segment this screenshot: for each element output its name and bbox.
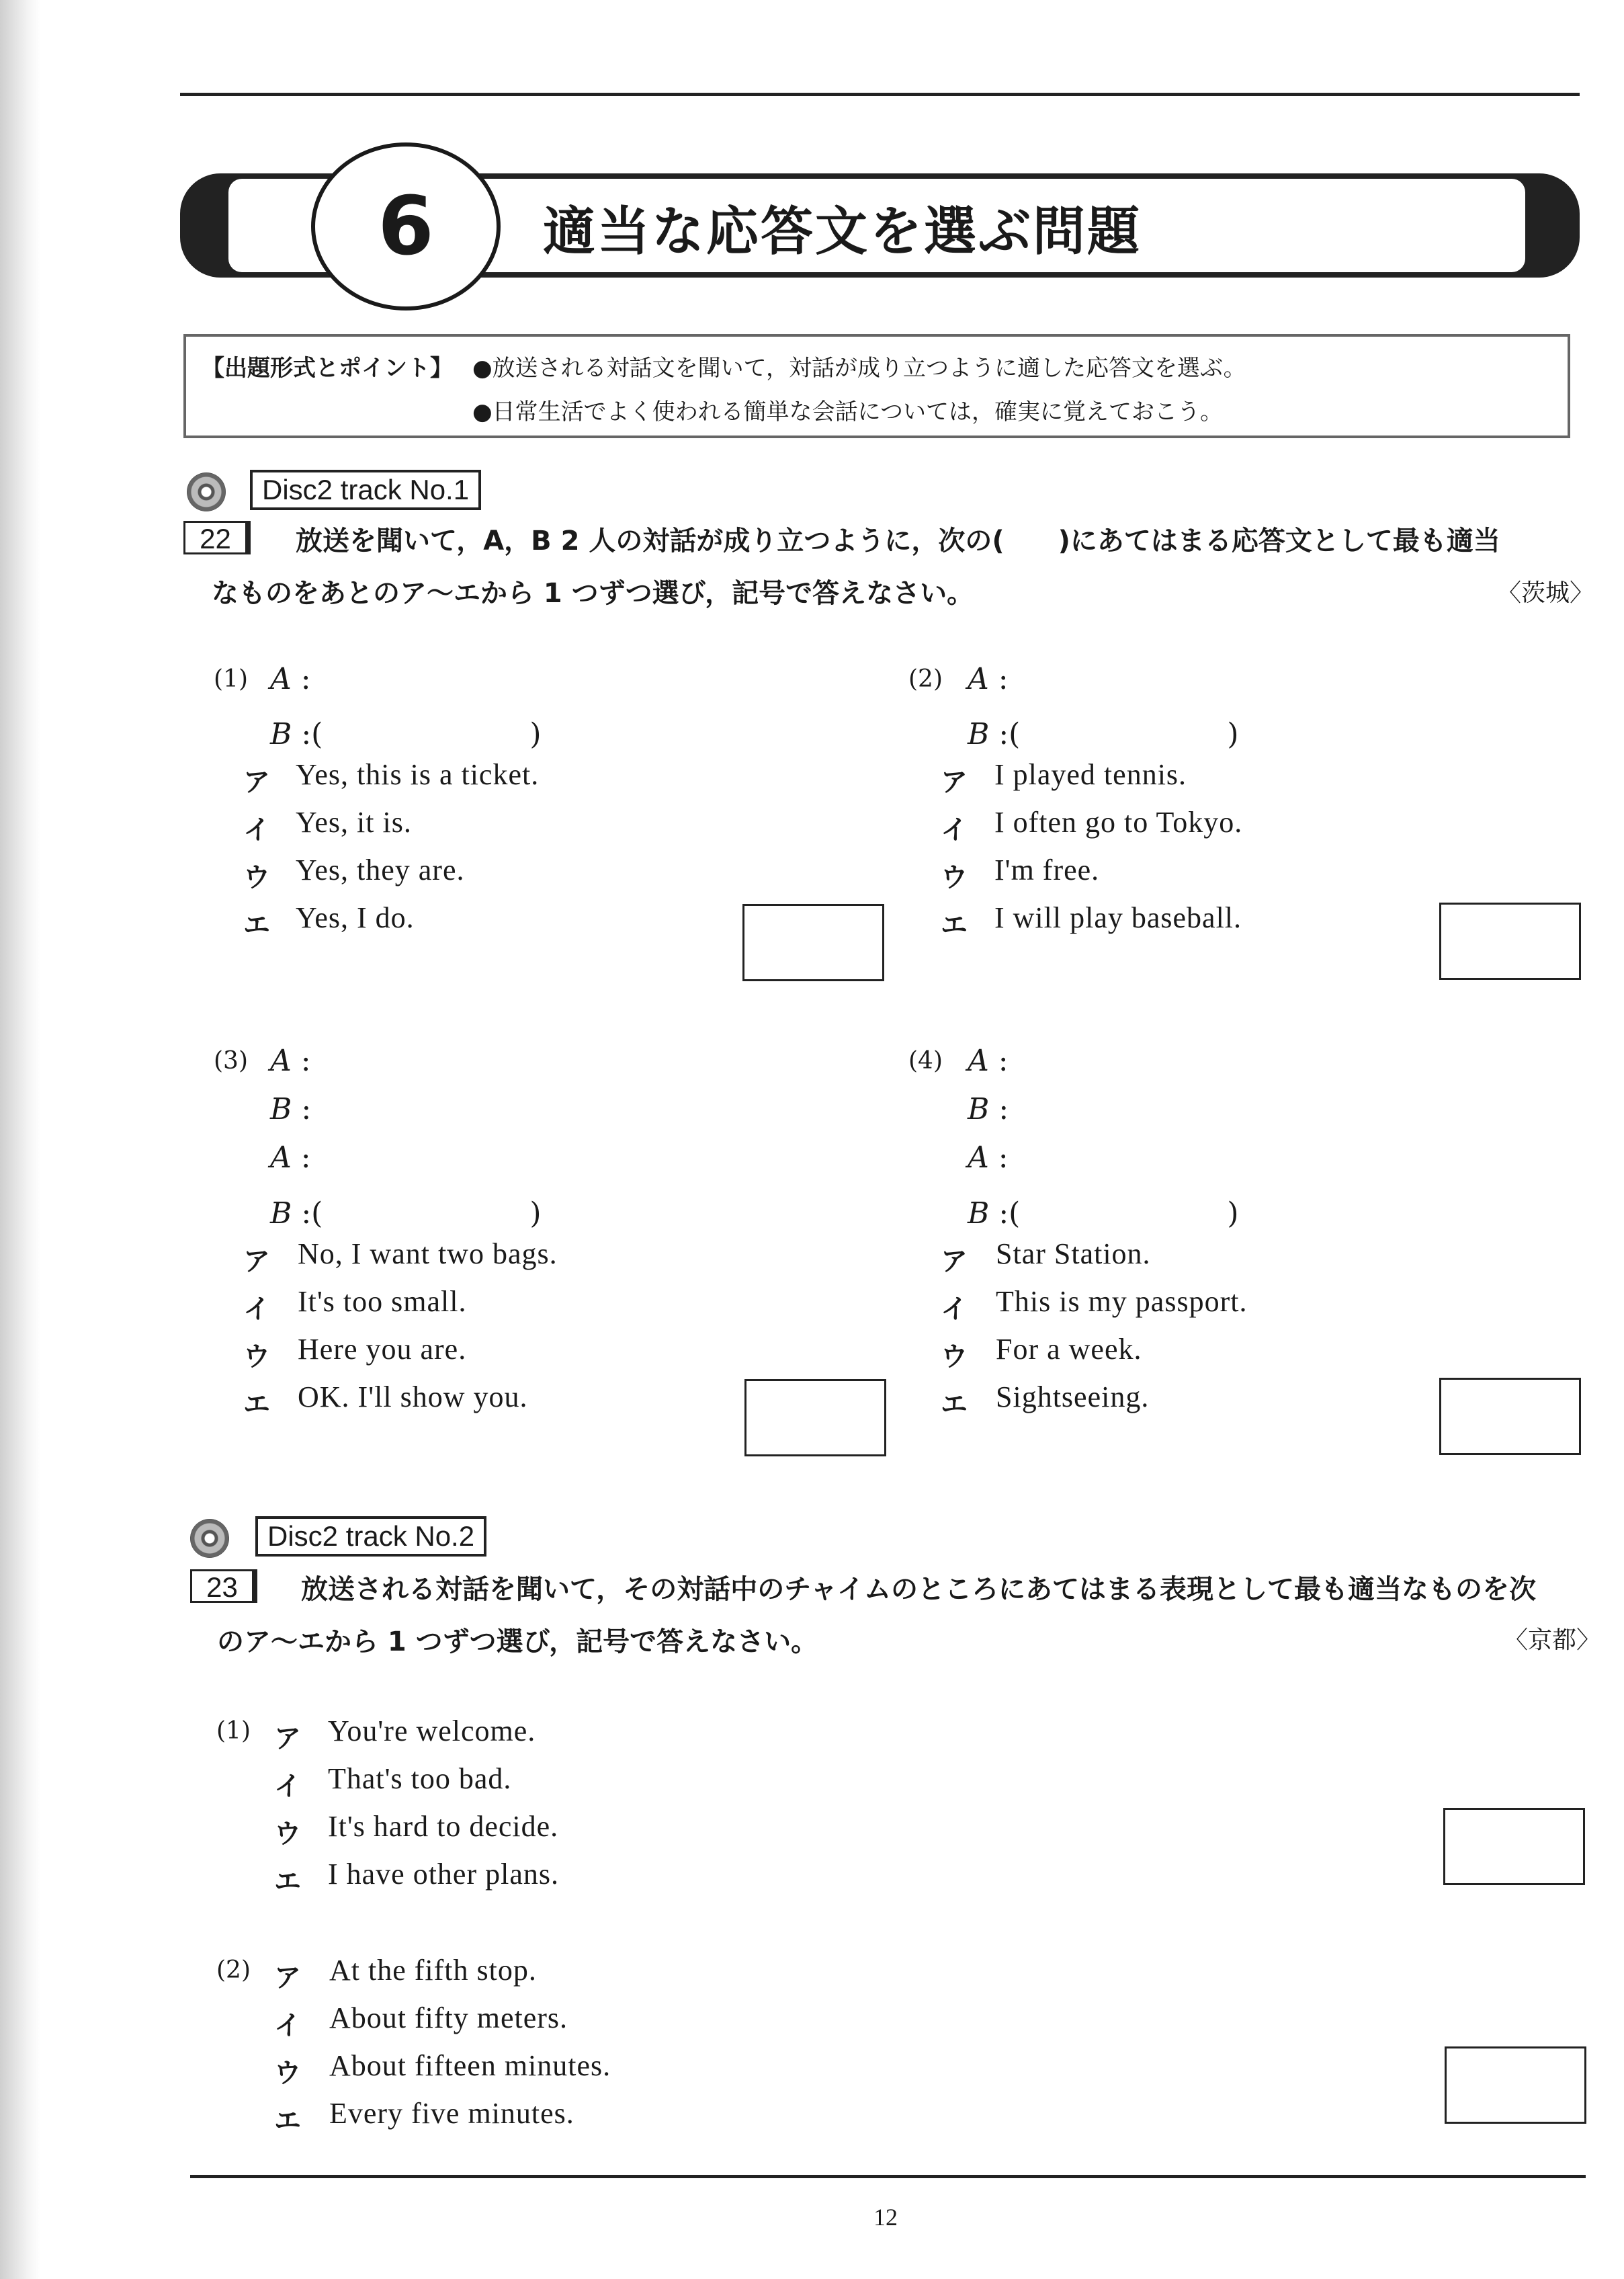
option-text: That's too bad. — [328, 1762, 512, 1795]
speaker-line: A : — [270, 662, 311, 696]
option-mark: イ — [243, 815, 270, 845]
speaker-name: B — [968, 1092, 990, 1126]
section-number-circle — [311, 142, 501, 310]
question-number: 22 — [183, 521, 251, 554]
option-text: I have other plans. — [328, 1858, 559, 1891]
subquestion-label: (3) — [214, 1047, 248, 1075]
speaker-name: B — [270, 717, 292, 751]
speaker-name: B — [270, 1092, 292, 1126]
speaker-line: A : — [968, 1141, 1009, 1175]
option-text: At the fifth stop. — [329, 1954, 537, 1987]
track-label: Disc2 track No.1 — [250, 470, 481, 510]
option-mark: イ — [274, 2010, 301, 2041]
speaker-line: A : — [270, 1141, 311, 1175]
option-text: Yes, this is a ticket. — [296, 758, 540, 791]
section-title: 適当な応答文を選ぶ問題 — [543, 202, 1142, 262]
point-bullet: ●放送される対話文を聞いて，対話が成り立つように適した応答文を選ぶ。 — [472, 355, 1246, 382]
option-mark: ウ — [243, 1341, 270, 1372]
top-rule — [180, 93, 1580, 96]
subquestion-label: (2) — [908, 665, 943, 693]
question-instruction: 放送される対話を聞いて，その対話中のチャイムのところにあてはまる表現として最も適当なものを次 — [301, 1574, 1536, 1605]
speaker-name: A — [270, 1141, 292, 1175]
option-mark: イ — [274, 1771, 301, 1802]
answer-box[interactable] — [1445, 2046, 1586, 2124]
option-text: I'm free. — [994, 854, 1100, 886]
option-mark: エ — [243, 1389, 270, 1420]
option-mark: イ — [243, 1294, 270, 1325]
answer-box[interactable] — [1439, 1378, 1581, 1455]
answer-box[interactable] — [744, 1379, 886, 1456]
page-number: 12 — [873, 2204, 898, 2231]
option-mark: ア — [243, 767, 270, 798]
speaker-name: B — [270, 1196, 292, 1231]
option-mark: ウ — [941, 1341, 968, 1372]
answer-blank: ( ) — [1009, 1196, 1239, 1231]
option-text: No, I want two bags. — [298, 1237, 558, 1270]
answer-box[interactable] — [1443, 1808, 1585, 1885]
option-text: Here you are. — [298, 1333, 467, 1366]
option-text: I played tennis. — [994, 758, 1187, 791]
page-edge-shadow — [0, 0, 40, 2279]
option-text: About fifteen minutes. — [329, 2049, 611, 2082]
option-text: It's hard to decide. — [328, 1810, 559, 1843]
option-mark: ウ — [941, 862, 968, 893]
option-mark: ア — [274, 1723, 301, 1754]
option-mark: エ — [941, 910, 968, 941]
option-mark: エ — [243, 910, 270, 941]
option-mark: ア — [941, 1246, 968, 1277]
option-mark: ウ — [243, 862, 270, 893]
speaker-name: A — [270, 662, 292, 696]
answer-blank: ( ) — [311, 717, 542, 751]
speaker-line: B :( ) — [968, 717, 1239, 751]
option-text: It's too small. — [298, 1285, 467, 1318]
option-text: I often go to Tokyo. — [994, 806, 1243, 839]
speaker-name: B — [968, 1196, 990, 1231]
speaker-name: A — [968, 1141, 989, 1175]
option-mark: イ — [941, 1294, 968, 1325]
question-instruction: のア～エから 1 つずつ選び，記号で答えなさい。 — [217, 1626, 818, 1657]
option-text: I will play baseball. — [994, 901, 1242, 934]
subquestion-label: (1) — [214, 665, 248, 693]
question-instruction: なものをあとのア～エから 1 つずつ選び，記号で答えなさい。 — [212, 578, 974, 609]
option-text: You're welcome. — [328, 1714, 536, 1747]
speaker-name: A — [270, 1044, 292, 1078]
listening-cd-icon — [190, 1519, 229, 1558]
answer-box[interactable] — [742, 904, 884, 981]
speaker-line: B :( ) — [270, 1196, 542, 1231]
speaker-line: B :( ) — [968, 1196, 1239, 1231]
option-mark: ウ — [274, 1819, 301, 1850]
listening-cd-icon — [187, 472, 226, 511]
option-mark: ア — [941, 767, 968, 798]
option-text: Star Station. — [996, 1237, 1151, 1270]
speaker-name: A — [968, 662, 989, 696]
option-text: This is my passport. — [996, 1285, 1248, 1318]
option-text: Every five minutes. — [329, 2097, 574, 2130]
option-text: OK. I'll show you. — [298, 1380, 528, 1413]
option-mark: エ — [274, 2106, 301, 2137]
option-mark: ウ — [274, 2058, 301, 2089]
speaker-line: B : — [270, 1092, 312, 1126]
option-text: Yes, they are. — [296, 854, 465, 886]
subquestion-label: (2) — [216, 1956, 251, 1984]
point-bullet: ●日常生活でよく使われる簡単な会話については，確実に覚えておこう。 — [472, 399, 1223, 425]
subquestion-label: (1) — [216, 1717, 251, 1745]
track-label: Disc2 track No.2 — [255, 1516, 486, 1557]
option-text: For a week. — [996, 1333, 1142, 1366]
bottom-rule — [190, 2175, 1586, 2178]
speaker-line: B :( ) — [270, 717, 542, 751]
option-text: Yes, it is. — [296, 806, 412, 839]
option-mark: エ — [941, 1389, 968, 1420]
speaker-name: B — [968, 717, 990, 751]
option-text: Sightseeing. — [996, 1380, 1150, 1413]
question-source: 〈京都〉 — [1504, 1626, 1601, 1654]
point-box-label: 【出題形式とポイント】 — [202, 355, 453, 382]
question-instruction: 放送を聞いて，A，B 2 人の対話が成り立つように，次の( )にあてはまる応答文として最も適当 — [296, 526, 1500, 556]
option-mark: ア — [243, 1246, 270, 1277]
answer-blank: ( ) — [311, 1196, 542, 1231]
option-mark: イ — [941, 815, 968, 845]
option-text: Yes, I do. — [296, 901, 415, 934]
section-number: 6 — [378, 179, 434, 274]
subquestion-label: (4) — [908, 1047, 943, 1075]
speaker-line: A : — [968, 1044, 1009, 1078]
option-mark: ア — [274, 1962, 301, 1993]
option-mark: エ — [274, 1866, 301, 1897]
answer-box[interactable] — [1439, 903, 1581, 980]
question-number: 23 — [190, 1569, 257, 1603]
option-text: About fifty meters. — [329, 2001, 568, 2034]
speaker-name: A — [968, 1044, 989, 1078]
question-source: 〈茨城〉 — [1497, 579, 1594, 607]
speaker-line: B : — [968, 1092, 1009, 1126]
answer-blank: ( ) — [1009, 717, 1239, 751]
speaker-line: A : — [968, 662, 1009, 696]
speaker-line: A : — [270, 1044, 311, 1078]
